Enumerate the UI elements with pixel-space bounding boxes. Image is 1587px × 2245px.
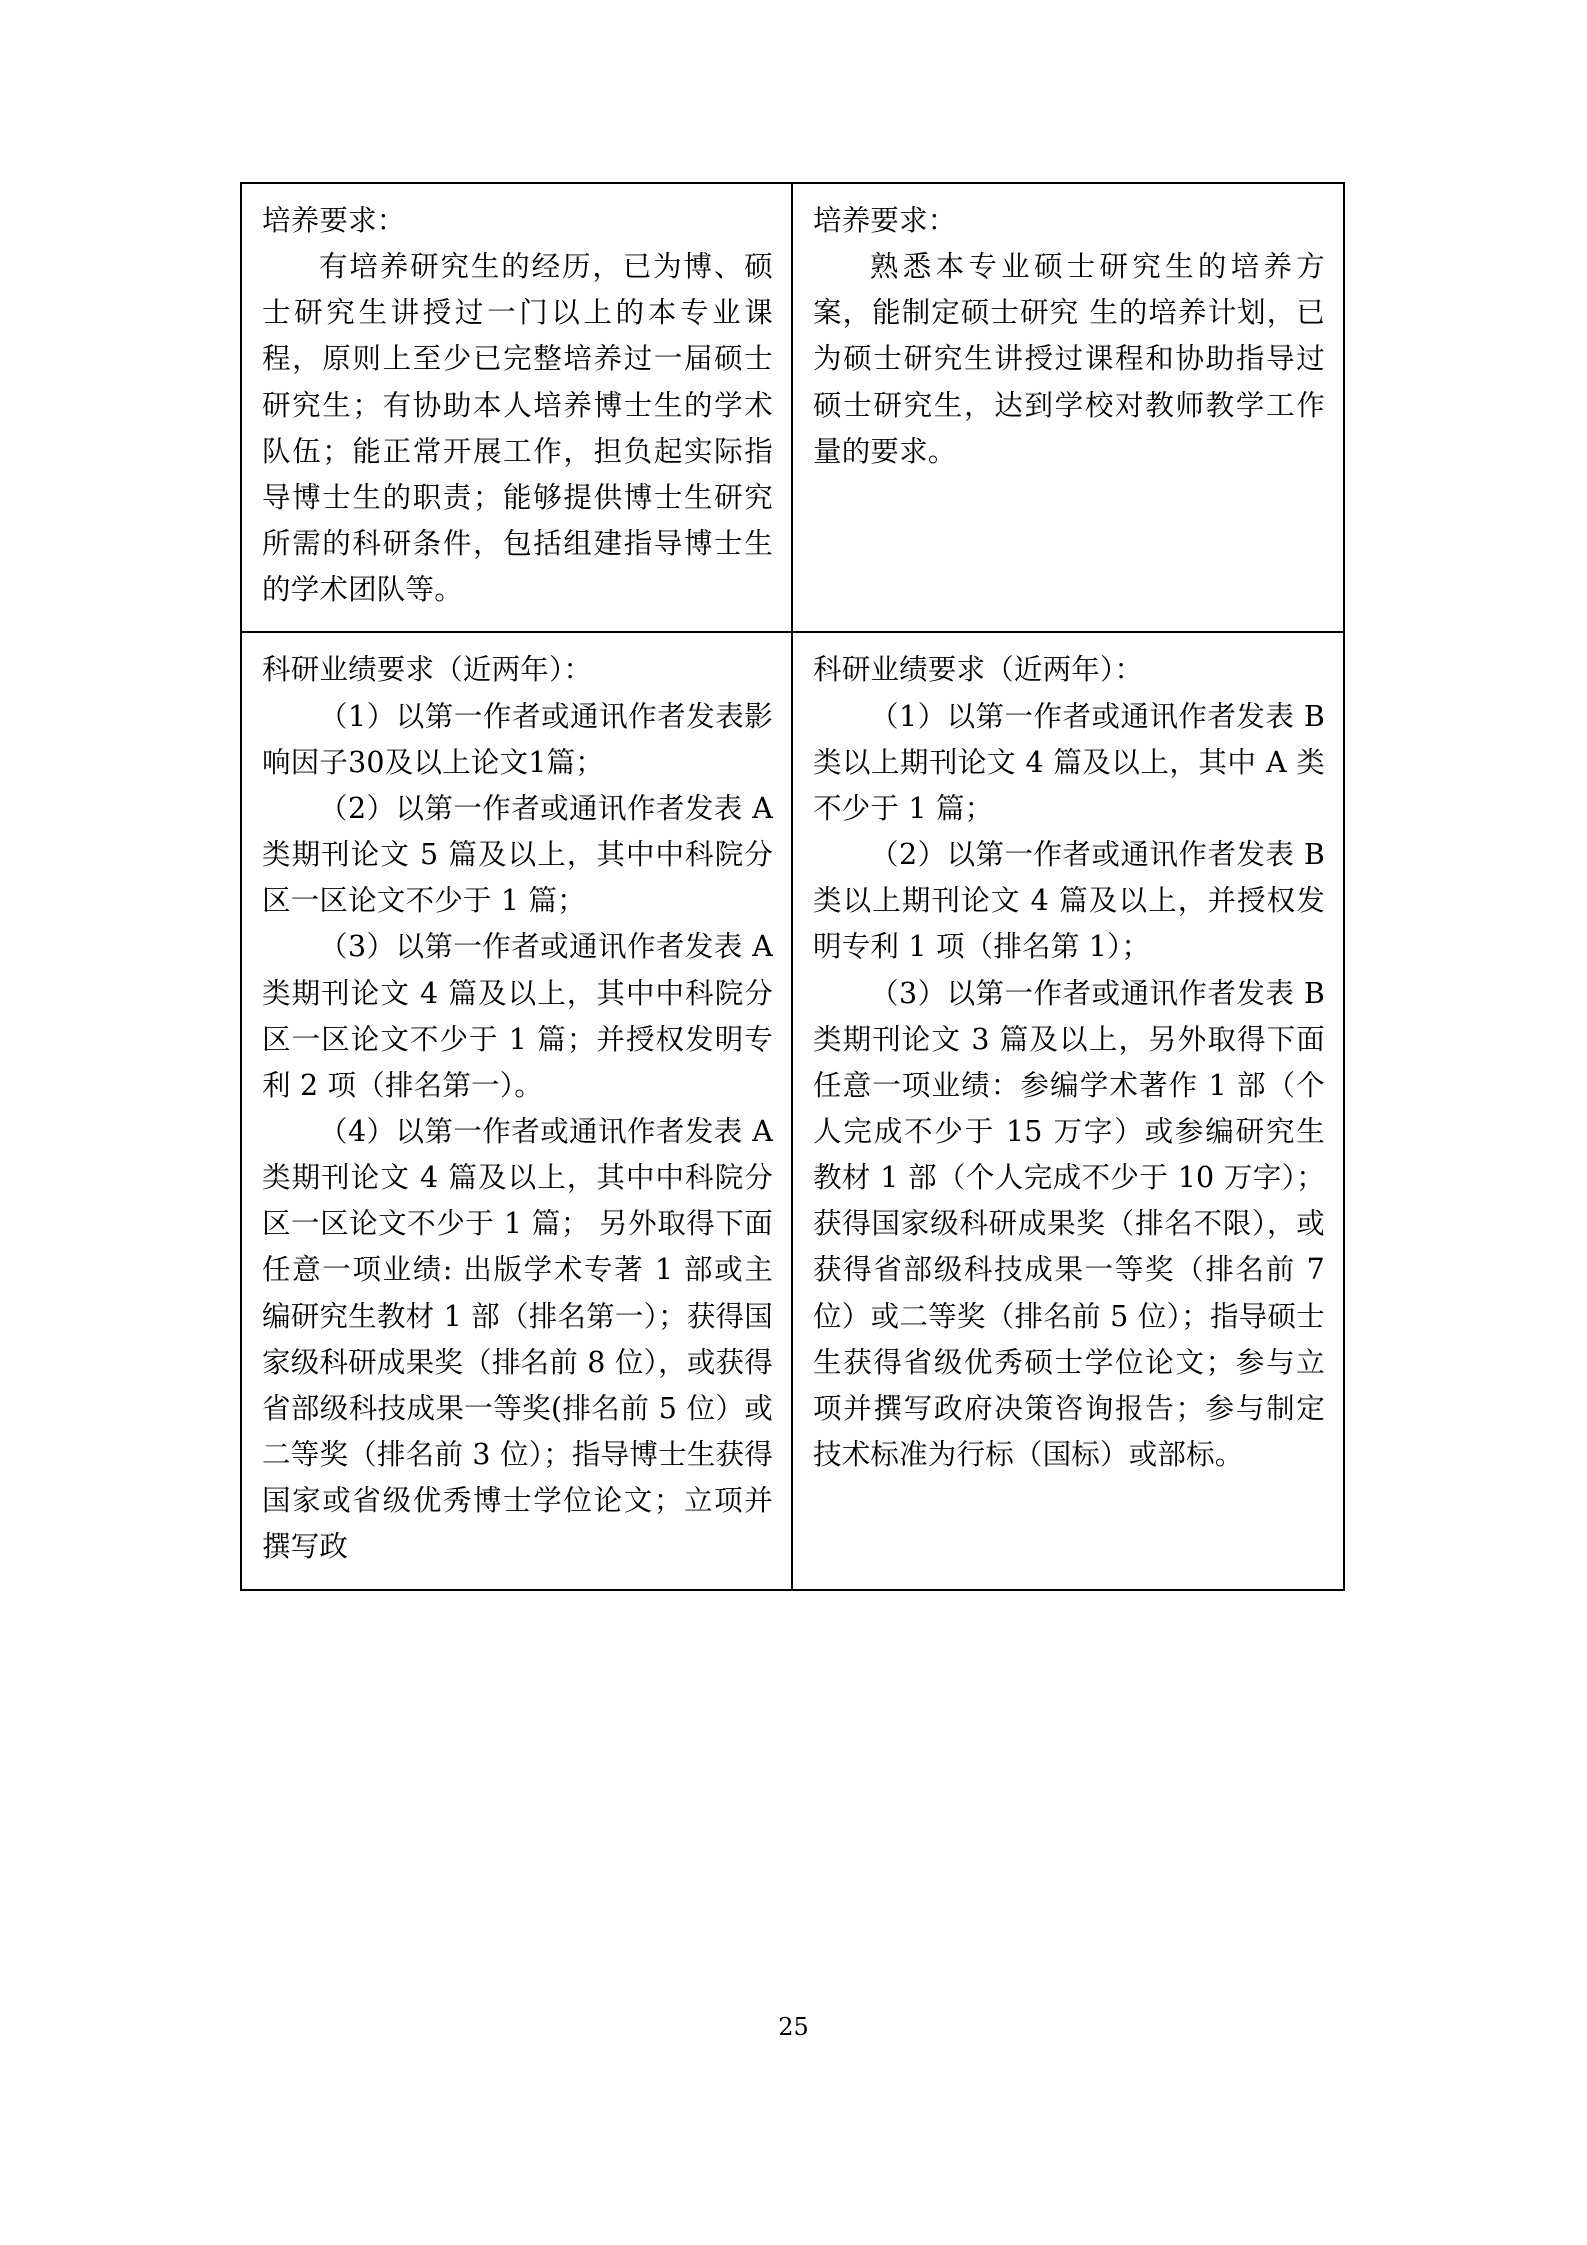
cell-heading: 科研业绩要求（近两年）： [262, 653, 593, 687]
requirement-item: （2）以第一作者或通讯作者发表 B 类以上期刊论文 4 篇及以上，并授权发明专利 1 项（排名第 1）； [813, 838, 1335, 964]
cell-master-research-requirements [792, 632, 1344, 1589]
cell-body: 有培养研究生的经历，已为博、硕士研究生讲授过一门以上的本专业课程，原则上至少已完整培养过一届硕士研究生；有协助本人培养博士生的学术队伍；能正常开展工作，担负起实际指导博士生的职责；能够提供博士生研究所需的科研条件，包括组建指导博士生的学术团队等。 [262, 250, 773, 607]
table-row [241, 183, 1344, 632]
page-number: 25 [778, 2013, 809, 2041]
cell-master-training-requirements [792, 183, 1344, 632]
requirement-item: （4）以第一作者或通讯作者发表 A 类期刊论文 4 篇及以上，其中中科院分区一区论文不少于 1 篇； 另外取得下面任意一项业绩: 出版学术专著 1 部或主编研究生教材 1 部（排名第一）；获得国家级科研成果奖（排名前 8 位），或获得省部级科技成果一等奖(排名前 5 位）或二等奖（排名前 3 位）；指导博士生获得国家或省级优秀博士学位论文；立项并撰写政 [262, 1114, 783, 1564]
cell-doctoral-training-requirements [241, 183, 792, 632]
requirement-item: （3）以第一作者或通讯作者发表 A 类期刊论文 4 篇及以上，其中中科院分区一区论文不少于 1 篇；并授权发明专利 2 项（排名第一）。 [262, 930, 783, 1102]
requirement-item: （1）以第一作者或通讯作者发表影响因子30及以上论文1篇； [262, 699, 773, 779]
requirement-item: （3）以第一作者或通讯作者发表 B 类期刊论文 3 篇及以上，另外取得下面任意一项业绩：参编学术著作 1 部（个人完成不少于 15 万字）或参编研究生教材 1 部（个人完成不少于 10 万字）；获得国家级科研成果奖（排名不限），或获得省部级科技成果一等奖（排名前 7 位）或二等奖（排名前 5 位）；指导硕士生获得省级优秀硕士学位论文；参与立项并撰写政府决策咨询报告；参与制定技术标准为行标（国标）或部标。 [813, 976, 1335, 1472]
requirement-item: （2）以第一作者或通讯作者发表 A 类期刊论文 5 篇及以上，其中中科院分区一区论文不少于 1 篇； [262, 791, 783, 918]
requirement-item: （1）以第一作者或通讯作者发表 B 类以上期刊论文 4 篇及以上，其中 A 类不少于 1 篇； [813, 699, 1335, 825]
cell-heading: 培养要求： [813, 204, 957, 237]
cell-body: 熟悉本专业硕士研究生的培养方案，能制定硕士研究 生的培养计划，已为硕士研究生讲授过课程和协助指导过硕士研究生，达到学校对教师教学工作量的要求。 [813, 250, 1325, 468]
cell-doctoral-research-requirements [241, 632, 792, 1589]
requirements-table [240, 182, 1345, 1591]
cell-heading: 科研业绩要求（近两年）： [813, 653, 1144, 687]
table-row [241, 632, 1344, 1589]
cell-heading: 培养要求： [262, 204, 406, 237]
